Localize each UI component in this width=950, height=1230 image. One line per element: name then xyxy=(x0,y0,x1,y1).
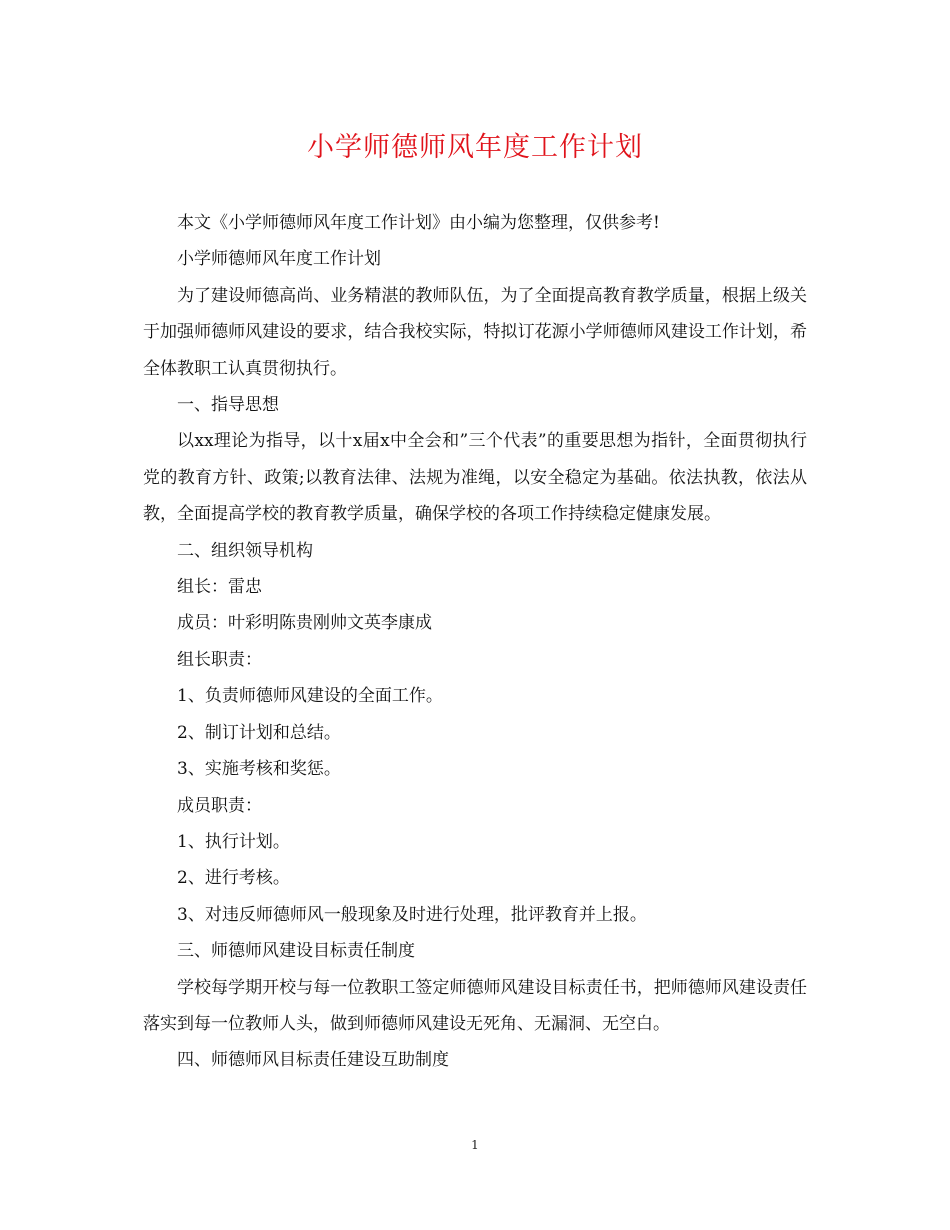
members-line: 成员：叶彩明陈贵刚帅文英李康成 xyxy=(177,613,432,634)
guiding-thought-paragraph: 以xx理论为指导，以十x届x中全会和”三个代表”的重要思想为指针，全面贯彻执行党的教育方针、政策;以教育法律、法规为准绳，以安全稳定为基础。依法执教，依法从教，全面提高学校的教育教学质量，确保学校的各项工作持续稳定健康发展。 xyxy=(143,431,807,525)
leader-duty-item: 3、实施考核和奖惩。 xyxy=(177,759,341,780)
document-title: 小学师德师风年度工作计划 xyxy=(307,132,643,163)
member-duties-heading: 成员职责： xyxy=(177,795,262,816)
responsibility-paragraph: 学校每学期开校与每一位教职工签定师德师风建设目标责任书，把师德师风建设责任落实到每一位教师人头，做到师德师风建设无死角、无漏洞、无空白。 xyxy=(143,977,807,1034)
leader-line: 组长：雷忠 xyxy=(177,577,262,598)
section-heading-leadership: 二、组织领导机构 xyxy=(177,540,313,561)
member-duty-item: 2、进行考核。 xyxy=(177,868,290,889)
member-duty-item: 1、执行计划。 xyxy=(177,831,290,852)
page-number: 1 xyxy=(471,1138,479,1152)
section-heading-mutual-aid: 四、师德师风目标责任建设互助制度 xyxy=(177,1050,449,1071)
intro-paragraph: 本文《小学师德师风年度工作计划》由小编为您整理，仅供参考! xyxy=(177,213,660,233)
section-heading-guiding-thought: 一、指导思想 xyxy=(177,395,279,416)
leader-duties-heading: 组长职责： xyxy=(177,649,262,670)
subtitle-paragraph: 小学师德师风年度工作计划 xyxy=(177,249,381,270)
member-duty-item: 3、对违反师德师风一般现象及时进行处理，批评教育并上报。 xyxy=(177,904,647,925)
document-body xyxy=(143,205,807,1079)
leader-duty-item: 2、制订计划和总结。 xyxy=(177,722,341,743)
leader-duty-item: 1、负责师德师风建设的全面工作。 xyxy=(177,686,443,707)
section-heading-responsibility: 三、师德师风建设目标责任制度 xyxy=(177,941,415,962)
preface-paragraph: 为了建设师德高尚、业务精湛的教师队伍，为了全面提高教育教学质量，根据上级关于加强师德师风建设的要求，结合我校实际，特拟订花源小学师德师风建设工作计划，希全体教职工认真贯彻执行。 xyxy=(143,285,807,379)
